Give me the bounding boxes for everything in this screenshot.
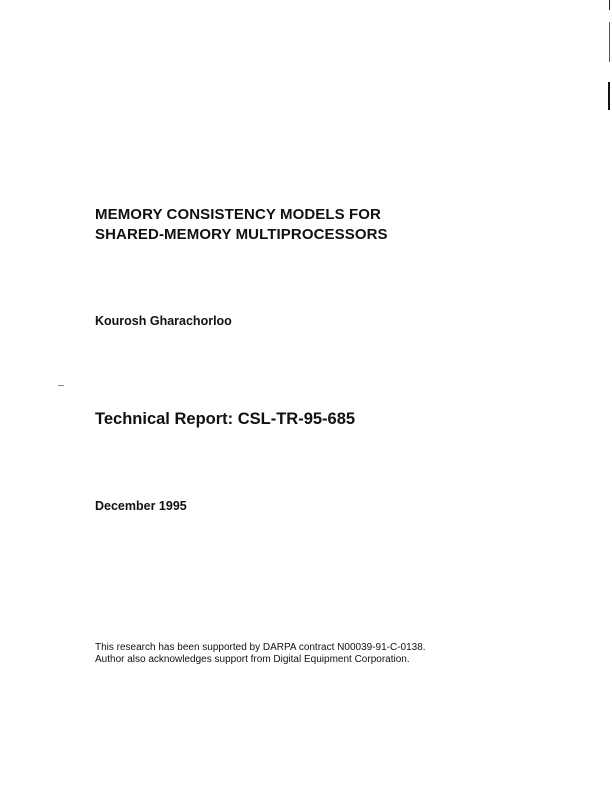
report-number: Technical Report: CSL-TR-95-685 xyxy=(95,410,356,428)
acknowledgement xyxy=(95,642,426,666)
author-name: Kourosh Gharachorloo xyxy=(95,314,232,328)
report-title-line-2: SHARED-MEMORY MULTIPROCESSORS xyxy=(95,226,388,243)
report-date: December 1995 xyxy=(95,499,187,513)
scan-edge-mark xyxy=(609,0,610,10)
scan-edge-mark xyxy=(608,82,610,110)
scan-dash-mark xyxy=(58,385,64,386)
scan-edge-mark xyxy=(609,22,610,62)
acknowledgement-line-2: Author also acknowledges support from Digital Equipment Corporation. xyxy=(95,654,410,665)
acknowledgement-line-1: This research has been supported by DARPA contract N00039-91-C-0138. xyxy=(95,642,426,653)
report-title xyxy=(95,205,515,245)
report-title-line-1: MEMORY CONSISTENCY MODELS FOR xyxy=(95,206,381,223)
